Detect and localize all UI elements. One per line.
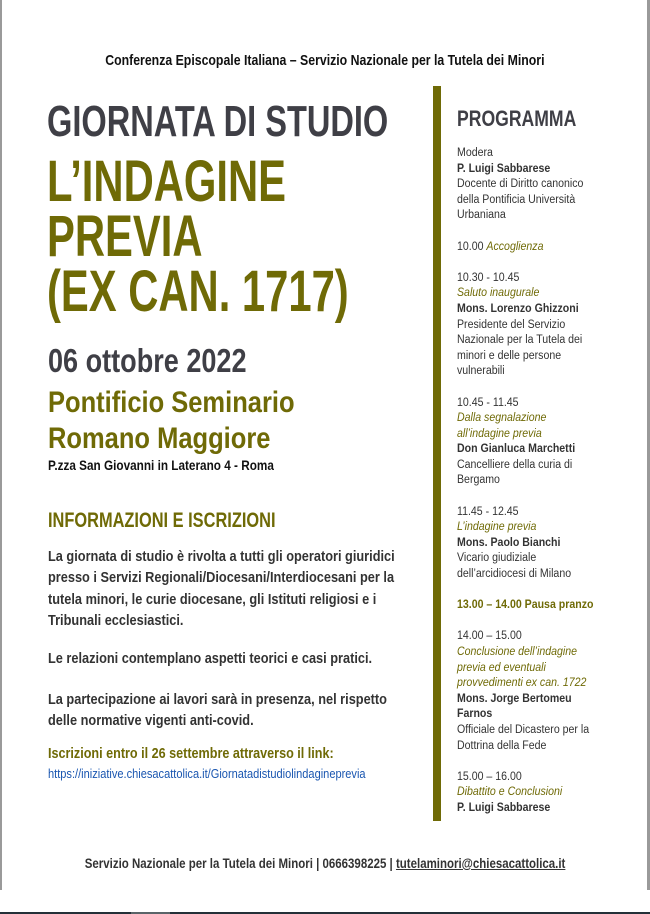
paragraph-line: tutela minori, le curie diocesane, gli Istituti religiosi e i <box>48 591 377 608</box>
welcome-title: Accoglienza <box>486 240 544 253</box>
registration-label-text: Iscrizioni entro il 26 settembre attraverso il link: <box>48 745 334 762</box>
info-paragraph-attendance <box>48 690 408 733</box>
session-speaker-role: Presidente del Servizio <box>457 318 566 331</box>
event-kind-text: GIORNATA DI STUDIO <box>47 97 389 146</box>
paragraph-line: La giornata di studio è rivolta a tutti gli operatori giuridici <box>48 549 395 565</box>
event-address-text: P.zza San Giovanni in Laterano 4 - Roma <box>48 457 274 473</box>
programme-welcome <box>457 240 637 256</box>
paragraph-line: delle normative vigenti anti-covid. <box>48 713 254 730</box>
session-speaker: Don Gianluca Marchetti <box>457 443 576 456</box>
programme-accent-bar <box>433 86 441 821</box>
registration-link[interactable] <box>48 766 422 781</box>
session-title: all’indagine previa <box>457 427 542 440</box>
footer-phone: 0666398225 <box>322 855 387 871</box>
session-speaker-role: Officiale del Dicastero per la <box>457 723 590 736</box>
moderator-role: Docente di Diritto canonico <box>457 178 584 191</box>
footer-email-link[interactable]: tutelaminori@chiesacattolica.it <box>395 855 566 871</box>
programme-session <box>457 396 637 490</box>
moderator-role: della Pontificia Università <box>457 193 576 206</box>
session-speaker: Mons. Jorge Bertomeu <box>457 692 572 705</box>
venue-line: Romano Maggiore <box>48 422 271 455</box>
session-speaker-role: vulnerabili <box>457 365 505 378</box>
info-section-title <box>48 509 340 533</box>
registration-link-text[interactable]: https://iniziative.chiesacattolica.it/Giornatadistudiolindagineprevia <box>48 766 366 781</box>
session-time: 15.00 – 16.00 <box>457 770 522 783</box>
footer <box>0 855 650 871</box>
info-section-title-text: INFORMAZIONI E ISCRIZIONI <box>48 509 276 532</box>
session-time: 10.45 - 11.45 <box>457 396 519 409</box>
event-title <box>47 149 466 324</box>
event-venue <box>48 385 338 457</box>
event-date <box>48 344 290 377</box>
moderator-name: P. Luigi Sabbarese <box>457 162 551 175</box>
programme-session <box>457 770 637 817</box>
programme-session <box>457 505 637 583</box>
paragraph-line: Le relazioni contemplano aspetti teorici e casi pratici. <box>48 651 373 667</box>
event-title-line: L’INDAGINE <box>47 149 286 214</box>
programme-session <box>457 629 637 754</box>
session-title: Saluto inaugurale <box>457 287 540 300</box>
programme-session <box>457 271 637 380</box>
session-speaker-role: Vicario giudiziale <box>457 552 537 565</box>
paragraph-line: Tribunali ecclesiastici. <box>48 612 184 629</box>
footer-separator: | <box>312 855 323 871</box>
venue-line: Pontificio Seminario <box>48 386 295 419</box>
registration-label <box>48 745 388 762</box>
programme-lunch <box>457 598 637 614</box>
session-title: Dalla segnalazione <box>457 412 547 425</box>
session-speaker-role: dell’arcidiocesi di Milano <box>457 568 572 581</box>
moderator-role: Urbaniana <box>457 209 506 222</box>
organization-header <box>0 52 650 69</box>
session-title: previa ed eventuali <box>457 661 546 674</box>
lunch-break: 13.00 – 14.00 Pausa pranzo <box>457 599 594 612</box>
session-speaker: Farnos <box>457 708 493 721</box>
event-date-text: 06 ottobre 2022 <box>48 342 247 379</box>
info-paragraph-audience <box>48 547 408 632</box>
session-speaker: Mons. Lorenzo Ghizzoni <box>457 302 579 315</box>
page-border-left <box>0 0 2 890</box>
organization-header-text: Conferenza Episcopale Italiana – Servizio Nazionale per la Tutela dei Minori <box>105 52 545 69</box>
session-speaker-role: minori e delle persone <box>457 349 562 362</box>
session-title: Conclusione dell’indagine <box>457 646 578 658</box>
moderator-label: Modera <box>457 147 493 159</box>
paragraph-line: La partecipazione ai lavori sarà in presenza, nel rispetto <box>48 692 387 708</box>
welcome-time: 10.00 <box>457 240 484 253</box>
programme-title-text: PROGRAMMA <box>457 106 577 131</box>
session-time: 10.30 - 10.45 <box>457 271 520 284</box>
session-speaker-role: Dottrina della Fede <box>457 739 547 752</box>
session-time: 11.45 - 12.45 <box>457 505 519 518</box>
session-time: 14.00 – 15.00 <box>457 630 522 643</box>
session-title: L’indagine previa <box>457 521 537 534</box>
programme-title <box>457 106 637 132</box>
session-speaker-role: Nazionale per la Tutela dei <box>457 334 583 347</box>
paragraph-line: presso i Servizi Regionali/Diocesani/Interdiocesani per la <box>48 570 395 587</box>
session-speaker: P. Luigi Sabbarese <box>457 801 551 814</box>
event-title-line: (EX CAN. 1717) <box>47 259 349 324</box>
footer-separator: | <box>386 855 396 871</box>
event-title-line: PREVIA <box>47 204 203 269</box>
session-speaker-role: Cancelliere della curia di <box>457 458 573 471</box>
info-paragraph-content <box>48 649 408 670</box>
footer-organization: Servizio Nazionale per la Tutela dei Minori <box>84 855 313 871</box>
event-address <box>48 457 317 473</box>
session-speaker: Mons. Paolo Bianchi <box>457 536 561 549</box>
session-title: provvedimenti ex can. 1722 <box>457 677 587 690</box>
programme-moderator <box>457 146 637 224</box>
session-title: Dibattito e Conclusioni <box>457 786 563 799</box>
session-speaker-role: Bergamo <box>457 474 500 487</box>
programme-column <box>457 106 637 832</box>
